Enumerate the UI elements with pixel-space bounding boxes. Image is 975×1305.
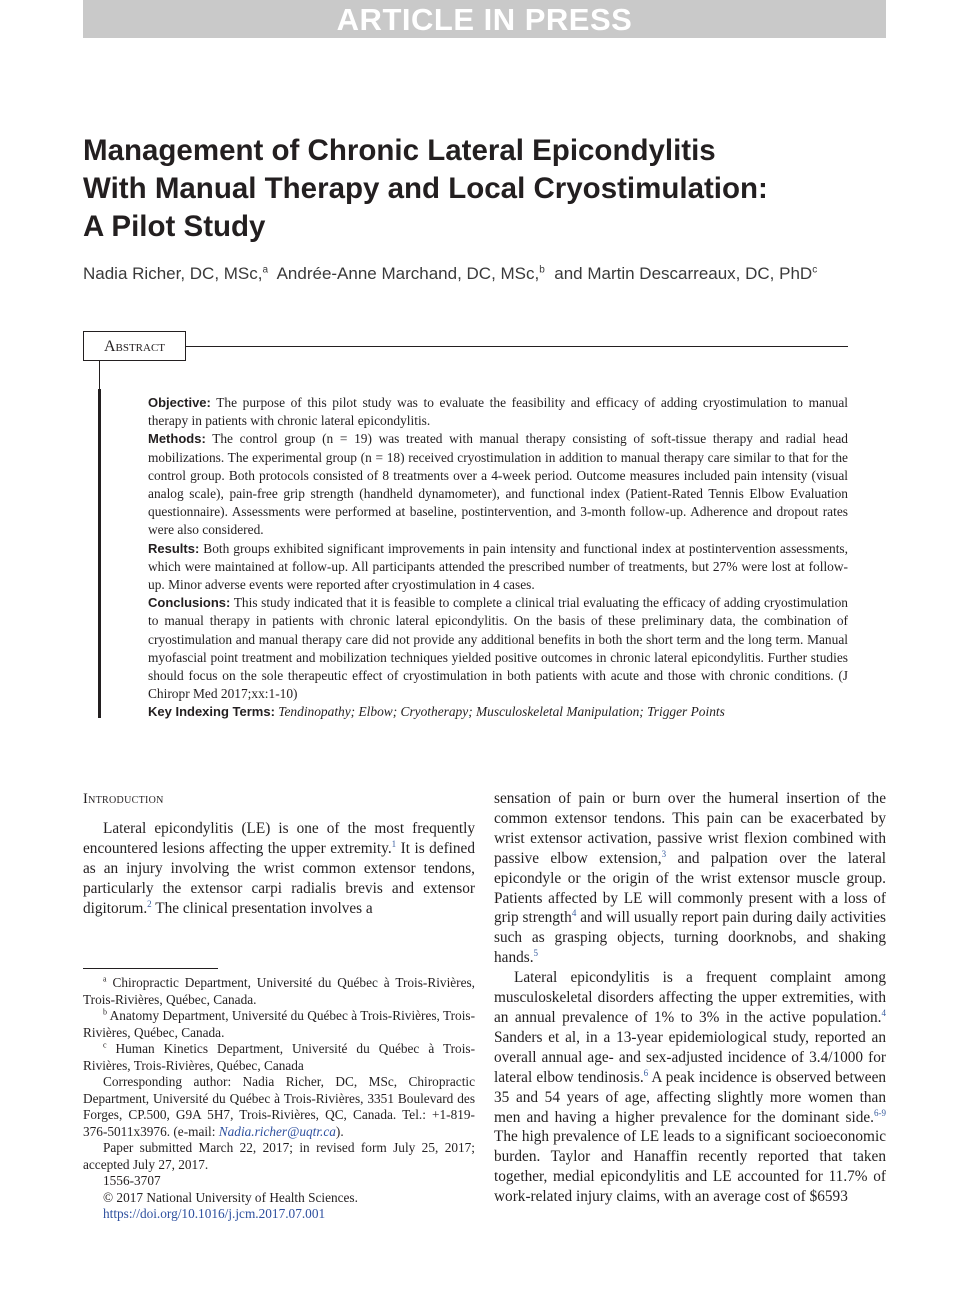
copyright: © 2017 National University of Health Sciences. bbox=[103, 1189, 358, 1205]
methods-label: Methods: bbox=[148, 431, 206, 447]
right-column bbox=[494, 789, 886, 1207]
citation-4b[interactable]: 4 bbox=[881, 1007, 886, 1018]
issn: 1556-3707 bbox=[103, 1173, 161, 1188]
abstract-results bbox=[148, 540, 848, 595]
abstract-body bbox=[148, 394, 848, 722]
author-2-affil: b bbox=[539, 264, 545, 276]
intro-paragraph-2: Lateral epicondylitis is a frequent complaint among musculoskeletal disorders affecting the upper extremities, with an annual prevalence of 1% to 3% in the active population.$^4$ Sanders et al, in a 13-year epidemiological study, reported an overall annual age- and sex-adjusted incidence of 3.4/1000 for lateral elbow tendinosis.$^6$ A peak incidence is observed between 35 and 54 years of age, affecting slightly more women than men and having a higher prevalence for the dominant side.$^{6-9}$ The high prevalence of LE leads to a significant socioeconomic burden. Taylor and Hanaffin recently reported that taken together, medial epicondylitis and LE accounted for 11.7% of work-related injury claims, with an average cost of $6593 bbox=[494, 969, 887, 1206]
citation-3[interactable]: 3 bbox=[661, 848, 667, 859]
author-2: Andrée-Anne Marchand, DC, MSc, bbox=[276, 264, 540, 283]
results-text: Both groups exhibited significant improvements in pain intensity and functional index at postintervention assessments, which were maintained at follow-up. All participants attended the prescribed number of treatments, but 27% were lost at follow-up. Minor adverse events were reported after cryostimulation in 4 cases. bbox=[148, 540, 848, 593]
submission-dates: Paper submitted March 22, 2017; in revised form July 25, 2017; accepted July 27, 2017. bbox=[83, 1140, 475, 1172]
author-line bbox=[83, 264, 903, 284]
doi-link[interactable]: https://doi.org/10.1016/j.jcm.2017.07.001 bbox=[103, 1206, 326, 1221]
author-1-affil: a bbox=[262, 264, 269, 276]
citation-1[interactable]: 1 bbox=[391, 838, 397, 849]
abstract-key-terms bbox=[148, 703, 848, 721]
results-label: Results: bbox=[148, 540, 200, 556]
conclusions-label: Conclusions: bbox=[148, 595, 231, 611]
citation-4[interactable]: 4 bbox=[571, 908, 577, 919]
conclusions-text: This study indicated that it is feasible to complete a clinical trial evaluating the efficacy of adding cryostimulation to manual therapy in patients with chronic lateral epicondylitis. On the basis of these preliminary data, the combination of cryostimulation and manual therapy care did not provide any additional benefits in both the short term and the long term. Manual myofascial point treatment and mobilization techniques yielded positive outcomes in chronic lateral epicondylitis. Further studies should focus on the sole therapeutic effect of cryostimulation in both patients with acute and those with chronic conditions. (J Chiropr Med 2017;xx:1-10) bbox=[148, 595, 848, 702]
left-column bbox=[83, 819, 475, 919]
affiliation-c: $^c$ Human Kinetics Department, Université du Québec à Trois-Rivières, Trois-Rivières, Québec, Canada bbox=[83, 1040, 475, 1073]
abstract-top-rule bbox=[186, 346, 848, 347]
abstract-methods bbox=[148, 430, 848, 539]
author-3: and Martin Descarreaux, DC, PhD bbox=[554, 264, 813, 283]
doi-line bbox=[83, 1206, 475, 1223]
email-link[interactable]: Nadia.richer@uqtr.ca bbox=[218, 1123, 336, 1139]
key-terms-label: Key Indexing Terms: bbox=[148, 704, 275, 720]
author-3-affil: c bbox=[812, 264, 818, 276]
citation-2[interactable]: 2 bbox=[147, 898, 152, 909]
methods-text: The control group (n = 19) was treated with manual therapy consisting of soft-tissue therapy and radial head mobilizations. The experimental group (n = 18) received cryostimulation in addition to manual therapy care similar to that for the control group. Both protocols consisted of 8 treatments over a 4-week period. Outcome measures included pain intensity (visual analog scale), pain-free grip strength (handheld dynamometer), and functional index (Patient-Rated Tennis Elbow Evaluation questionnaire). Assessments were performed at baseline, postintervention, and 3-month follow-up. Adherence and dropout rates were also considered. bbox=[148, 431, 848, 538]
affiliation-b: $^b$ Anatomy Department, Université du Québec à Trois-Rivières, Trois-Rivières, Québec, Canada. bbox=[83, 1007, 475, 1040]
article-title: Management of Chronic Lateral Epicondylitis With Manual Therapy and Local Cryostimulation: A Pilot Study bbox=[83, 134, 768, 243]
citation-6[interactable]: 6 bbox=[643, 1067, 649, 1078]
article-in-press-banner: ARTICLE IN PRESS bbox=[83, 0, 886, 38]
abstract-heading: Abstract bbox=[83, 331, 186, 361]
footnote-rule bbox=[83, 968, 218, 969]
abstract-objective bbox=[148, 394, 848, 430]
introduction-heading: Introduction bbox=[83, 791, 164, 807]
abstract-conclusions bbox=[148, 594, 848, 703]
abstract-side-bar bbox=[98, 389, 101, 718]
citation-6-9[interactable]: 6-9 bbox=[874, 1107, 886, 1118]
objective-label: Objective: bbox=[148, 395, 211, 410]
objective-text: The purpose of this pilot study was to evaluate the feasibility and efficacy of adding cryostimulation to manual therapy in patients with chronic lateral epicondylitis. bbox=[148, 395, 848, 429]
key-terms-text: Tendinopathy; Elbow; Cryotherapy; Musculoskeletal Manipulation; Trigger Points bbox=[278, 704, 725, 720]
footnotes bbox=[83, 975, 475, 1223]
affiliation-a: $^a$ Chiropractic Department, Université du Québec à Trois-Rivières, Trois-Rivières, Québec, Canada. bbox=[83, 974, 475, 1007]
intro-paragraph-1-cont: sensation of pain or burn over the humeral insertion of the common extensor tendons. This pain can be exacerbated by wrist extensor activation, passive wrist flexion combined with passive elbow extension,$^3$ and palpation over the lateral epicondyle or the origin of the wrist extensor muscle group. Patients affected by LE will commonly present with a loss of grip strength$^4$ and will usually report pain during daily activities such as grasping objects, turning doorknobs, and shaking hands.$^5$ bbox=[494, 790, 886, 967]
intro-paragraph-1: Lateral epicondylitis (LE) is one of the most frequently encountered lesions affecting the upper extremity.$^1$ It is defined as an injury involving the wrist common extensor tendons, particularly the extensor carpi radialis brevis and extensor digitorum.$^2$ The clinical presentation involves a bbox=[83, 820, 475, 917]
author-1: Nadia Richer, DC, MSc, bbox=[83, 264, 263, 283]
citation-5[interactable]: 5 bbox=[533, 948, 539, 959]
corresponding-author: Corresponding author: Nadia Richer, DC, MSc, Chiropractic Department, Université du Québec à Trois-Rivières, 3351 Boulevard des Forges, CP.500, G9A 5H7, Trois-Rivières, QC, Canada. Tel.: +1-819-376-5011x3976. (e-mail: Nadia.richer@uqtr.ca). bbox=[83, 1074, 475, 1139]
